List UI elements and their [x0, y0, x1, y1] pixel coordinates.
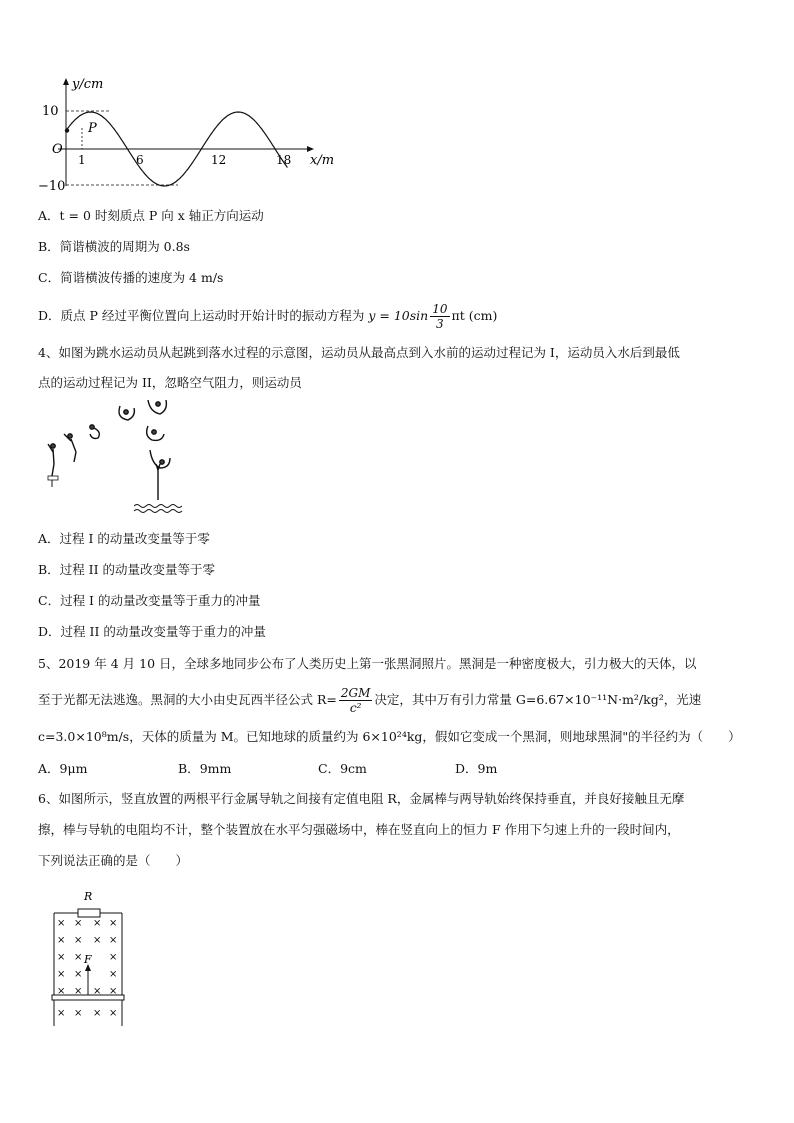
wave-graph — [38, 74, 348, 194]
q4-option-d — [38, 623, 266, 641]
field-cross: × — [74, 935, 83, 946]
field-cross: × — [57, 986, 66, 997]
field-cross: × — [74, 1008, 83, 1019]
q6-stem-line-3: 下列说法正确的是（ ） — [38, 853, 189, 868]
option-text: 过程 II 的动量改变量等于零 — [59, 562, 216, 577]
y-axis-label: y/cm — [72, 77, 104, 92]
option-label: A． — [38, 531, 60, 546]
equation-right: πt (cm) — [451, 308, 498, 323]
field-cross: × — [57, 1008, 66, 1019]
q5-stem-line-2 — [38, 680, 701, 720]
field-cross: × — [74, 986, 83, 997]
field-cross: × — [109, 1008, 118, 1019]
field-cross: × — [74, 969, 83, 980]
diver-takeoff — [48, 444, 55, 476]
rail-circuit-figure — [44, 888, 134, 1028]
option-text: 9mm — [199, 761, 232, 776]
y-tick-10: 10 — [42, 104, 59, 119]
field-cross: × — [57, 918, 66, 929]
field-cross: × — [57, 969, 66, 980]
fraction-numerator: 2GM — [340, 686, 371, 700]
diver-positions — [48, 400, 170, 500]
q4-stem-line-1: 4、如图为跳水运动员从起跳到落水过程的示意图，运动员从最高点到入水前的运动过程记为 I，运动员入水后到最低 — [38, 345, 680, 360]
option-text: 简谐横波传播的速度为 4 m/s — [60, 270, 224, 285]
q4-stem-line-2: 点的运动过程记为 II，忽略空气阻力，则运动员 — [38, 375, 302, 390]
option-label: B． — [38, 239, 60, 254]
diver-entry — [156, 464, 160, 500]
option-label: D． — [38, 308, 61, 323]
q5-line2-post: 决定，其中万有引力常量 G=6.67×10⁻¹¹N·m²/kg²，光速 — [374, 692, 702, 707]
option-text: t = 0 时刻质点 P 向 x 轴正方向运动 — [59, 208, 264, 223]
y-tick-neg10: −10 — [38, 179, 66, 194]
option-label: C． — [318, 761, 341, 776]
q6-stem-line-2: 擦，棒与导轨的电阻均不计，整个装置放在水平匀强磁场中，棒在竖直向上的恒力 F 作用下匀速上升的一段时间内， — [38, 822, 680, 837]
option-text: 9μm — [59, 761, 88, 776]
diver-top — [148, 400, 166, 414]
field-cross: × — [109, 918, 118, 929]
x-tick-12: 12 — [211, 153, 227, 167]
fraction-denominator: 3 — [436, 317, 444, 331]
water-surface — [134, 505, 182, 508]
field-cross: × — [57, 935, 66, 946]
diver-tuck-2 — [147, 426, 164, 440]
q3-option-d — [38, 296, 497, 336]
x-axis-label: x/m — [310, 153, 335, 168]
water-ripple — [134, 510, 182, 513]
origin-label: O — [52, 142, 63, 157]
option-text: 质点 P 经过平衡位置向上运动时开始计时的振动方程为 — [60, 308, 365, 323]
x-tick-6: 6 — [136, 153, 144, 167]
force-label: F — [84, 953, 92, 966]
q3-option-c — [38, 269, 223, 287]
option-text: 9cm — [340, 761, 367, 776]
field-cross: × — [74, 952, 83, 963]
q4-option-c — [38, 592, 260, 610]
schwarzschild-fraction — [339, 686, 373, 715]
q3-option-b — [38, 238, 190, 256]
q5-option-b — [178, 760, 231, 778]
diving-board — [48, 476, 58, 480]
q5-stem-line-3: c=3.0×10⁸m/s，天体的质量为 M。已知地球的质量约为 6×10²⁴kg，假如它变成一个黑洞，则地球黑洞"的半径约为（ ） — [38, 729, 741, 744]
fraction-denominator: c² — [349, 701, 362, 715]
q6-stem-line-1: 6、如图所示，竖直放置的两根平行金属导轨之间接有定值电阻 R，金属棒与两导轨始终保持垂直，并良好接触且无摩 — [38, 791, 685, 806]
option-text: 过程 I 的动量改变量等于重力的冲量 — [60, 593, 261, 608]
q5-line2-pre: 至于光都无法逃逸。黑洞的大小由史瓦西半径公式 R= — [38, 692, 337, 707]
resistor-label: R — [84, 890, 93, 903]
y-axis-arrow — [63, 78, 69, 85]
diver-rise — [64, 434, 76, 462]
fraction-numerator: 10 — [432, 302, 448, 316]
q5-option-d — [455, 760, 497, 778]
equation-fraction — [430, 302, 449, 331]
field-cross: × — [109, 952, 118, 963]
option-label: D． — [455, 761, 478, 776]
q5-option-c — [318, 760, 367, 778]
q5-stem-line-1: 5、2019 年 4 月 10 日，全球多地同步公布了人类历史上第一张黑洞照片。黑洞是一种密度极大，引力极大的天体，以 — [38, 656, 697, 671]
equation-left: y = 10sin — [368, 308, 429, 323]
x-tick-1: 1 — [78, 153, 86, 167]
q3-option-a — [38, 207, 264, 225]
field-cross: × — [109, 986, 118, 997]
field-cross: × — [93, 918, 102, 929]
option-text: 9m — [477, 761, 498, 776]
diver-pike — [119, 406, 134, 420]
option-label: D． — [38, 624, 61, 639]
option-text: 过程 II 的动量改变量等于重力的冲量 — [60, 624, 266, 639]
field-cross: × — [93, 986, 102, 997]
x-tick-18: 18 — [276, 153, 292, 167]
point-p — [65, 128, 69, 132]
field-cross: × — [93, 935, 102, 946]
option-label: A． — [38, 208, 60, 223]
option-text: 简谐横波的周期为 0.8s — [59, 239, 190, 254]
option-text: 过程 I 的动量改变量等于零 — [59, 531, 210, 546]
field-cross: × — [109, 935, 118, 946]
option-label: A． — [38, 761, 60, 776]
q4-option-a — [38, 530, 210, 548]
diver-figure — [40, 392, 200, 517]
q5-option-a — [38, 760, 87, 778]
resistor — [78, 909, 100, 917]
option-label: B． — [38, 562, 60, 577]
field-cross: × — [93, 1008, 102, 1019]
option-label: C． — [38, 270, 61, 285]
x-axis-arrow — [307, 146, 314, 152]
point-p-label: P — [88, 121, 97, 136]
diver-tuck-1 — [90, 425, 100, 439]
field-cross: × — [74, 918, 83, 929]
option-label: C． — [38, 593, 61, 608]
field-cross: × — [109, 969, 118, 980]
field-cross: × — [57, 952, 66, 963]
option-label: B． — [178, 761, 200, 776]
q4-option-b — [38, 561, 215, 579]
